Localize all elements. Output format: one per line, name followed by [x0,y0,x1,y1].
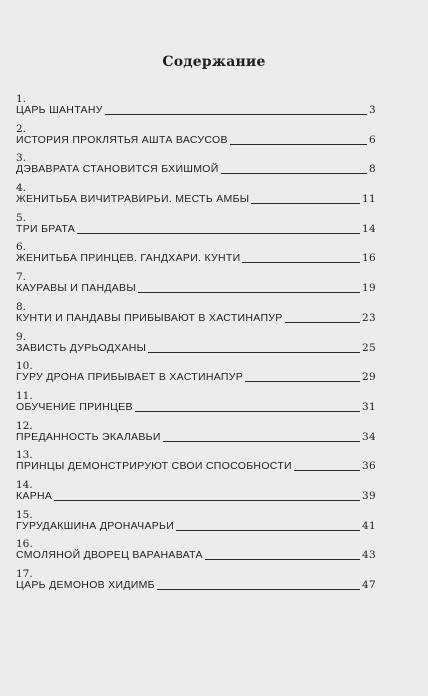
toc-entry [16,360,376,390]
entry-page: 11 [362,193,376,206]
leader-line [242,261,360,263]
toc-entry [16,123,376,153]
leader-line [163,440,360,442]
leader-line [135,410,360,412]
entry-page: 8 [369,163,376,176]
entry-title: ЗАВИСТЬ ДУРЬОДХАНЫ [16,341,147,354]
toc-entry [16,538,376,568]
leader-line [221,172,367,174]
leader-line [148,351,360,353]
entry-number: 7. [16,271,27,284]
toc-entry [16,271,376,301]
entry-title: КАУРАВЫ И ПАНДАВЫ [16,282,136,295]
toc-entry [16,331,376,361]
entry-title: ЖЕНИТЬБА ВИЧИТРАВИРЬИ. МЕСТЬ АМБЫ [16,193,250,206]
entry-number: 3. [16,152,27,165]
entry-number: 9. [16,330,27,343]
leader-line [176,529,360,531]
toc-entry [16,420,376,450]
entry-page: 6 [369,133,376,146]
entry-title: КАРНА [16,489,53,502]
toc-entry [16,568,376,598]
entry-title: ТРИ БРАТА [16,222,76,235]
entry-number: 10. [16,360,33,373]
leader-line [54,499,360,501]
leader-line [294,469,360,471]
leader-line [205,558,360,560]
entry-title: ЖЕНИТЬБА ПРИНЦЕВ. ГАНДХАРИ. КУНТИ [16,252,241,265]
entry-number: 13. [16,449,33,462]
entry-page: 23 [362,311,376,324]
leader-line [105,113,367,115]
entry-title: ОБУЧЕНИЕ ПРИНЦЕВ [16,400,133,413]
page-title: Содержание [162,54,266,70]
toc-entry [16,241,376,271]
toc-entry [16,152,376,182]
entry-page: 29 [362,371,376,384]
entry-page: 47 [362,579,376,591]
entry-title: ПРЕДАННОСТЬ ЭКАЛАВЬИ [16,430,161,443]
entry-title: ИСТОРИЯ ПРОКЛЯТЬЯ АШТА ВАСУСОВ [16,133,228,146]
entry-title: КУНТИ И ПАНДАВЫ ПРИБЫВАЮТ В ХАСТИНАПУР [16,311,283,324]
entry-number: 16. [16,538,33,551]
entry-title: ЦАРЬ ДЕМОНОВ ХИДИМБ [16,579,155,591]
leader-line [245,380,360,382]
table-of-contents [16,93,376,598]
entry-page: 14 [362,222,376,235]
toc-entry [16,509,376,539]
entry-number: 6. [16,241,27,254]
toc-entry [16,301,376,331]
leader-line [251,202,360,204]
entry-number: 15. [16,508,33,521]
entry-number: 12. [16,419,33,432]
entry-title: ГУРУДАКШИНА ДРОНАЧАРЬИ [16,519,175,532]
entry-number: 17. [16,568,33,580]
entry-title: ПРИНЦЫ ДЕМОНСТРИРУЮТ СВОИ СПОСОБНОСТИ [16,460,292,473]
leader-line [285,321,360,323]
toc-entry [16,479,376,509]
entry-page: 34 [362,430,376,443]
entry-number: 11. [16,389,33,402]
entry-number: 4. [16,182,27,195]
entry-page: 43 [362,549,376,562]
entry-title: ДЭВАВРАТА СТАНОВИТСЯ БХИШМОЙ [16,163,219,176]
entry-number: 8. [16,300,27,313]
entry-number: 2. [16,122,27,135]
toc-entry [16,182,376,212]
entry-title: СМОЛЯНОЙ ДВОРЕЦ ВАРАНАВАТА [16,549,203,562]
toc-entry [16,449,376,479]
leader-line [77,232,360,234]
entry-number: 5. [16,211,27,224]
entry-page: 31 [362,400,376,413]
entry-page: 25 [362,341,376,354]
leader-line [138,291,360,293]
entry-title: ЦАРЬ ШАНТАНУ [16,104,103,116]
entry-title: ГУРУ ДРОНА ПРИБЫВАЕТ В ХАСТИНАПУР [16,371,244,384]
entry-number: 14. [16,478,33,491]
entry-number: 1. [16,93,27,105]
entry-page: 41 [362,519,376,532]
entry-page: 16 [362,252,376,265]
leader-line [230,143,367,145]
entry-page: 3 [369,104,376,116]
toc-entry [16,212,376,242]
toc-entry [16,93,376,123]
entry-page: 19 [362,282,376,295]
toc-entry [16,390,376,420]
leader-line [157,588,360,590]
entry-page: 36 [362,460,376,473]
entry-page: 39 [362,489,376,502]
